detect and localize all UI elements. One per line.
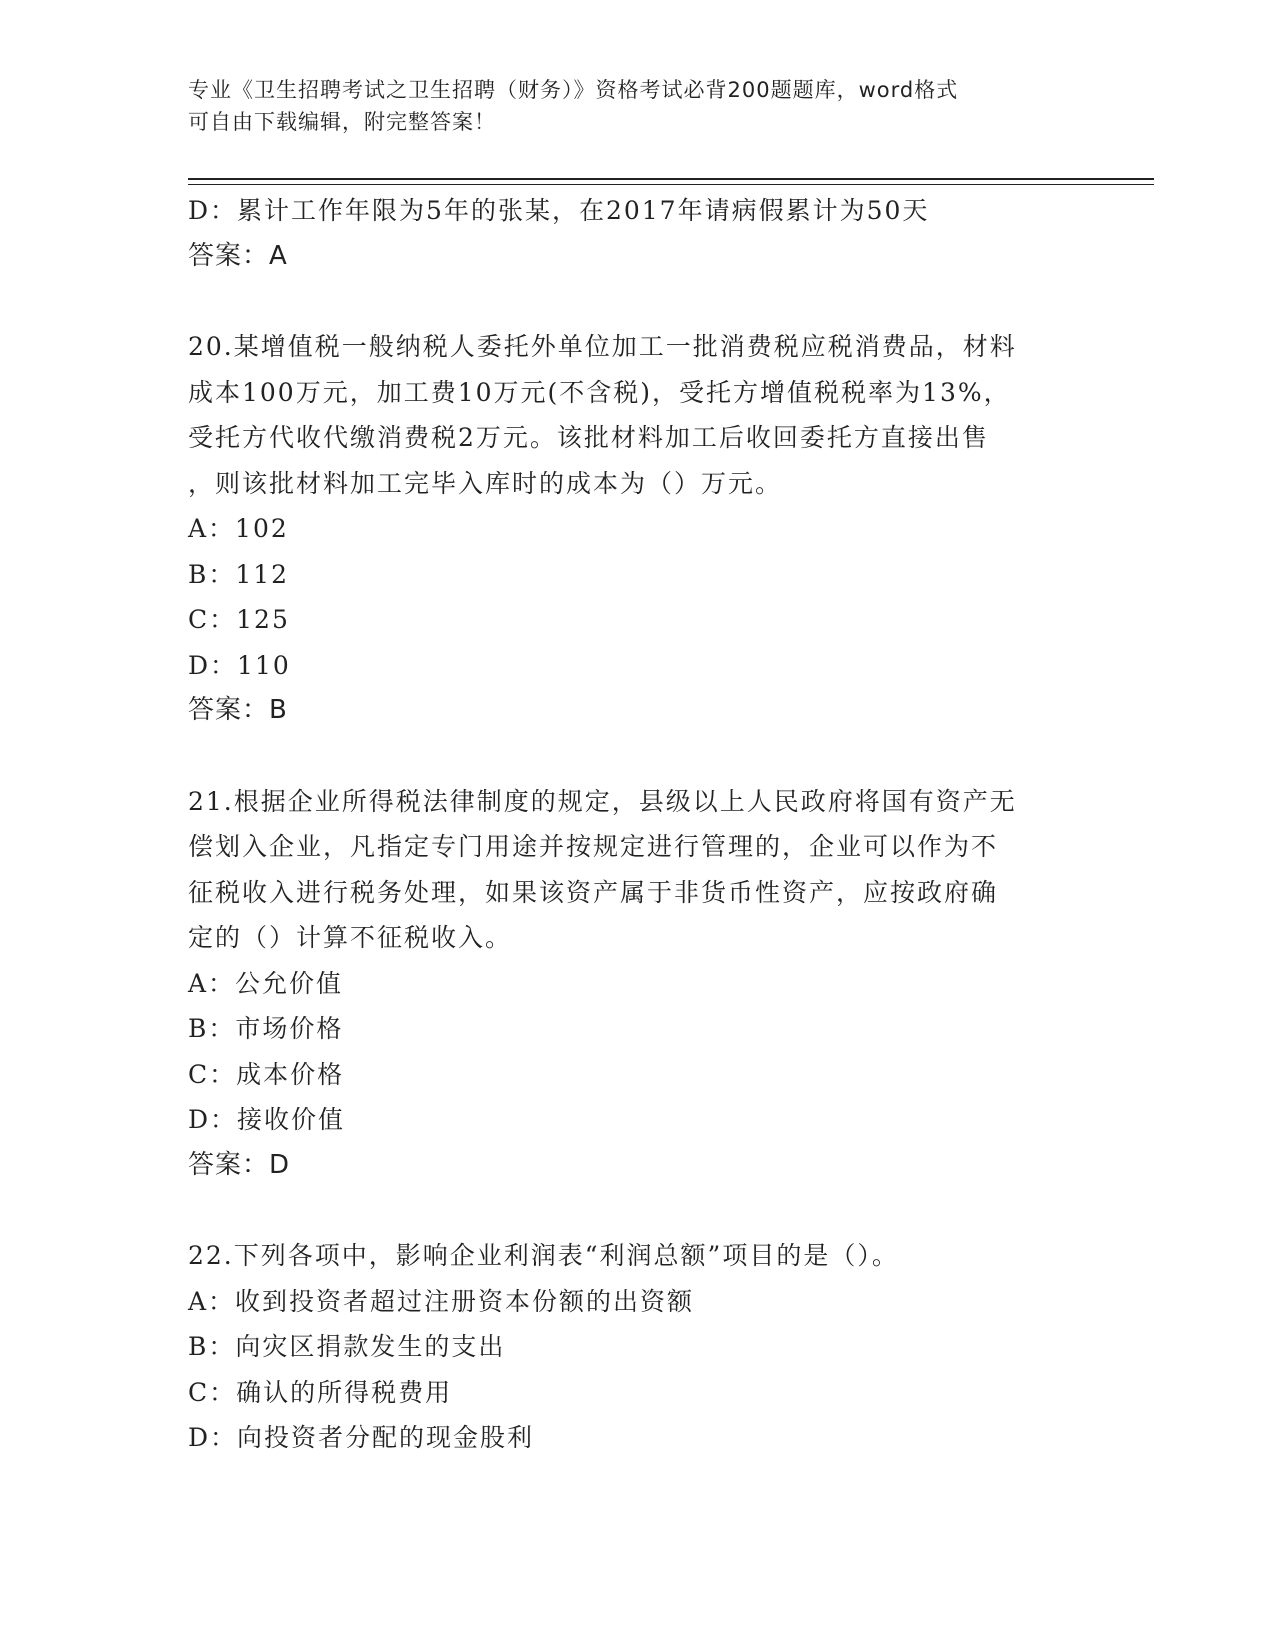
answer-line: 答案：A (188, 240, 288, 271)
header-title-line-1: 专业《卫生招聘考试之卫生招聘（财务）》资格考试必背200题题库，word格式 (188, 78, 959, 102)
answer-line: 答案：B (188, 695, 288, 725)
option-c: C：确认的所得税费用 (188, 1377, 453, 1407)
question-stem-line: ，则该批材料加工完毕入库时的成本为（）万元。 (188, 468, 783, 498)
option-d: D：110 (188, 650, 291, 680)
option-d: D：向投资者分配的现金股利 (188, 1423, 535, 1452)
header-rule-thick (188, 178, 1154, 180)
question-22 (188, 1233, 1068, 1461)
option-c: C：成本价格 (188, 1059, 345, 1089)
question-20 (188, 324, 1068, 734)
question-stem-line: 定的（）计算不征税收入。 (188, 923, 513, 952)
option-b: B：向灾区捐款发生的支出 (188, 1332, 506, 1361)
question-21 (188, 779, 1068, 1189)
previous-question-tail (188, 188, 1068, 279)
option-c: C：125 (188, 605, 290, 634)
question-stem-line: 征税收入进行税务处理，如果该资产属于非货币性资产，应按政府确 (188, 877, 999, 907)
option-d: D：接收价值 (188, 1105, 346, 1134)
spacer (188, 1188, 1068, 1233)
question-stem-line: 受托方代收代缴消费税2万元。该批材料加工后收回委托方直接出售 (188, 423, 989, 452)
document-header (188, 74, 1088, 138)
option-a: A：102 (188, 514, 289, 543)
option-b: B：市场价格 (188, 1014, 344, 1043)
question-stem-line: 22.下列各项中，影响企业利润表“利润总额”项目的是（）。 (188, 1241, 899, 1270)
option-a: A：公允价值 (188, 968, 344, 998)
question-stem-line: 21.根据企业所得税法律制度的规定，县级以上人民政府将国有资产无 (188, 786, 1017, 816)
answer-line: 答案：D (188, 1149, 291, 1180)
option-d: D：累计工作年限为5年的张某，在2017年请病假累计为50天 (188, 196, 930, 225)
question-content (188, 188, 1068, 1461)
question-stem-line: 偿划入企业，凡指定专门用途并按规定进行管理的，企业可以作为不 (188, 832, 999, 861)
spacer (188, 734, 1068, 779)
option-a: A：收到投资者超过注册资本份额的出资额 (188, 1286, 695, 1316)
header-rule-thin (188, 184, 1154, 185)
question-stem-line: 成本100万元，加工费10万元(不含税)，受托方增值税税率为13%， (188, 377, 1011, 407)
spacer (188, 279, 1068, 324)
option-b: B：112 (188, 559, 290, 589)
header-title-line-2: 可自由下载编辑，附完整答案！ (188, 110, 496, 134)
question-stem-line: 20.某增值税一般纳税人委托外单位加工一批消费税应税消费品，材料 (188, 332, 1017, 361)
